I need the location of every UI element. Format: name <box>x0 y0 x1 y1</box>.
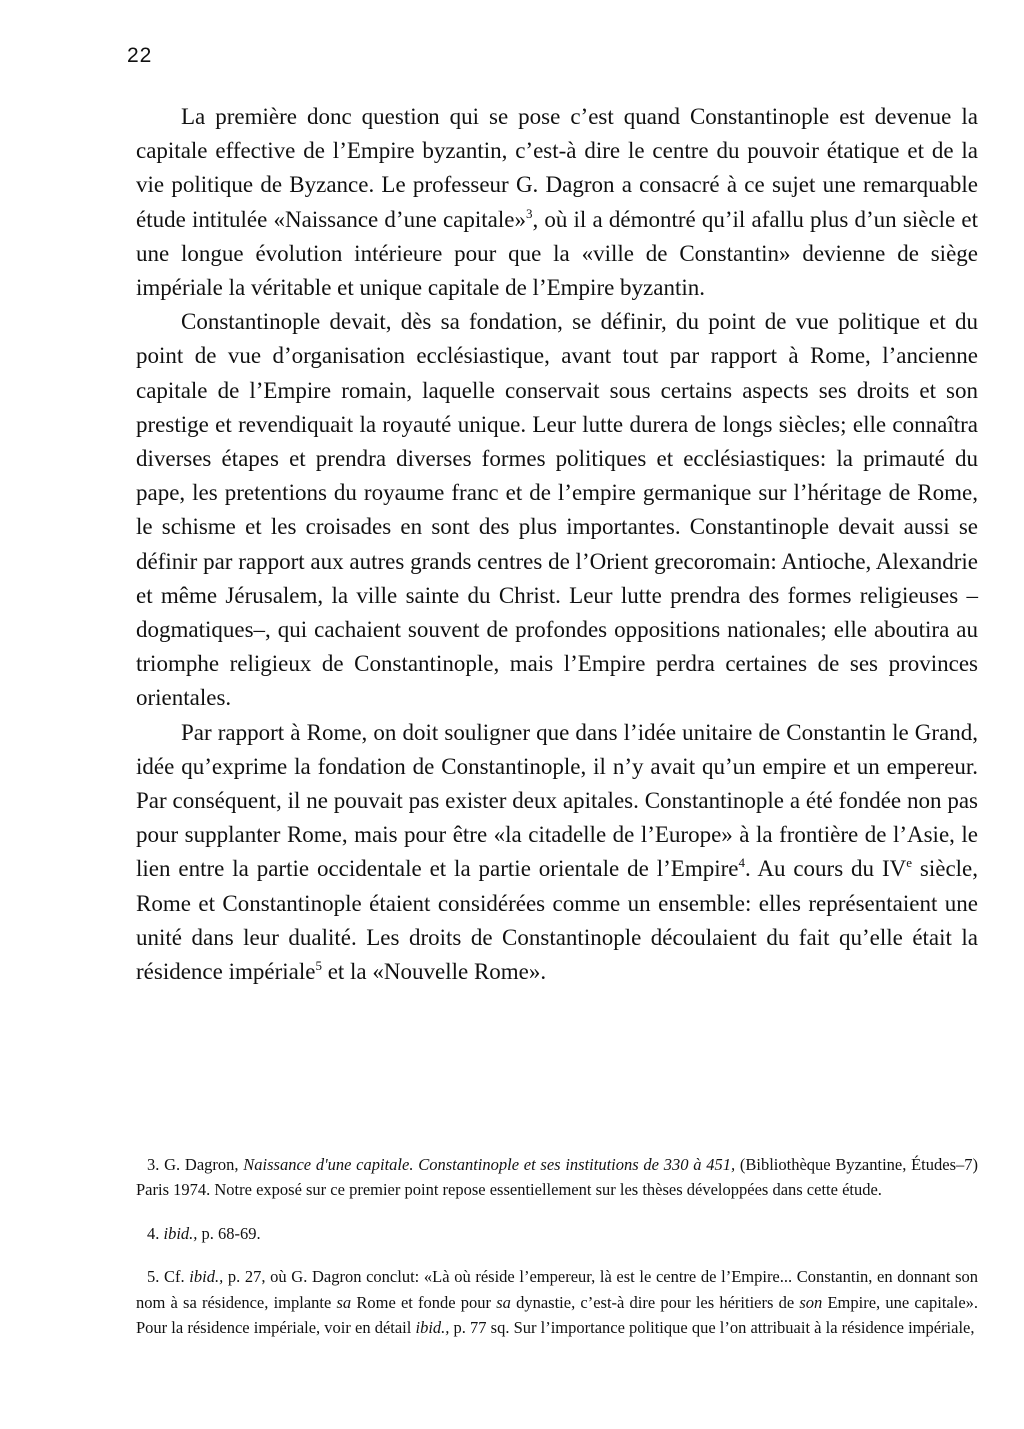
text-run: Rome et fonde pour <box>351 1292 497 1312</box>
italic-text: ibid., <box>189 1267 224 1287</box>
text-run: Empire, une capitale». Pour la résidence impériale, voir en détail <box>136 1292 979 1338</box>
italic-text: sa <box>336 1292 352 1312</box>
text-run: p. 27, où G. Dagron conclut: «Là où réside l’empereur, là est le centre de l’Empire... Constantin, en donnant son nom à sa résidence, implante <box>136 1267 978 1312</box>
footnotes <box>136 1152 978 1358</box>
text-run: p. 77 sq. Sur l’importance politique que l’on attribuait à la résidence impériale, <box>449 1318 975 1338</box>
footnote-5 <box>136 1264 978 1340</box>
italic-text: Naissance d'une capitale. Constantinople et ses institutions de 330 à 451, <box>243 1155 736 1174</box>
paragraph-capitale-effective <box>136 100 978 305</box>
italic-text: sa <box>496 1292 511 1312</box>
note-reference: 3 <box>525 205 533 221</box>
text-run: 3. G. Dagron, <box>147 1155 244 1174</box>
italic-text: ibid., <box>415 1318 450 1338</box>
italic-text: son <box>799 1292 823 1312</box>
note-reference: 5 <box>315 958 322 974</box>
note-reference: e <box>906 855 912 871</box>
footnote-4 <box>136 1221 978 1246</box>
text-run: et la «Nouvelle Rome». <box>321 959 547 985</box>
text-run: 4. <box>147 1223 164 1243</box>
page-number: 22 <box>127 44 153 67</box>
paragraph-rome-et-orient <box>136 305 978 715</box>
italic-text: ibid., <box>163 1223 198 1243</box>
text-run: siècle, Rome et Constantinople étaient considérées comme un ensemble: elles représentaient une unité dans leur dualité. Les droits de Constantinople découlaient du fait qu’elle était la résidence impériale <box>136 856 978 985</box>
footnote-3 <box>136 1152 978 1203</box>
text-run: La première donc question qui se pose c’est quand Constantinople est devenue la capitale effective de l’Empire byzantin, c’est-à dire le centre du pouvoir étatique et de la vie politique de Byzance. Le professeur G. Dagron a consacré à ce sujet une remarquable étude intitulée «Naissance d’une capitale» <box>136 104 978 232</box>
text-run: . Au cours du IV <box>744 856 907 882</box>
text-run: dynastie, c’est-à dire pour les héritiers de <box>510 1292 800 1312</box>
body-text <box>136 100 978 989</box>
text-run: Constantinople devait, dès sa fondation, se définir, du point de vue politique et du point de vue d’organisation ecclésiastique, avant tout par rapport à Rome, l’ancienne capitale de l’Empire romain, laquelle conservait sous certains aspects ses droits et son prestige et revendiquait la royauté unique. Leur lutte durera de longs siècles; elle connaîtra diverses étapes et prendra diverses formes politiques et ecclésiastiques: la primauté du pape, les pretentions du royaume franc et de l’empire germanique sur l’héritage de Rome, le schisme et les croisades en sont des plus importantes. Constantinople devait aussi se définir par rapport aux autres grands centres de l’Orient grecoromain: Antioche, Alexandrie et même Jérusalem, la ville sainte du Christ. Leur lutte prendra des formes religieuses –dogmatiques–, qui cachaient souvent de profondes oppositions nationales; elle aboutira au triomphe religieux de Constantinople, mais l’Empire perdra certaines de ses provinces orientales. <box>136 309 978 711</box>
note-reference: 4 <box>738 855 745 871</box>
text-run: (Bibliothèque Byzantine, Études–7) Paris 1974. Notre exposé sur ce premier point repose essentiellement sur les thèses développées dans cette étude. <box>136 1155 979 1200</box>
text-run: 5. Cf. <box>147 1267 190 1287</box>
text-run: , où il a démontré qu’il afallu plus d’un siècle et une longue évolution intérieure pour que la «ville de Constantin» devienne de siège impériale la véritable et unique capitale de l’Empire byzantin. <box>136 206 978 301</box>
text-run: p. 68-69. <box>197 1223 261 1243</box>
paragraph-nouvelle-rome <box>136 716 978 990</box>
text-run: Par rapport à Rome, on doit souligner que dans l’idée unitaire de Constantin le Grand, idée qu’exprime la fondation de Constantinople, il n’y avait qu’un empire et un empereur. Par conséquent, il ne pouvait pas exister deux apitales. Constantinople a été fondée non pas pour supplanter Rome, mais pour être «la citadelle de l’Europe» à la frontière de l’Asie, le lien entre la partie occidentale et la partie orientale de l’Empire <box>136 719 978 882</box>
